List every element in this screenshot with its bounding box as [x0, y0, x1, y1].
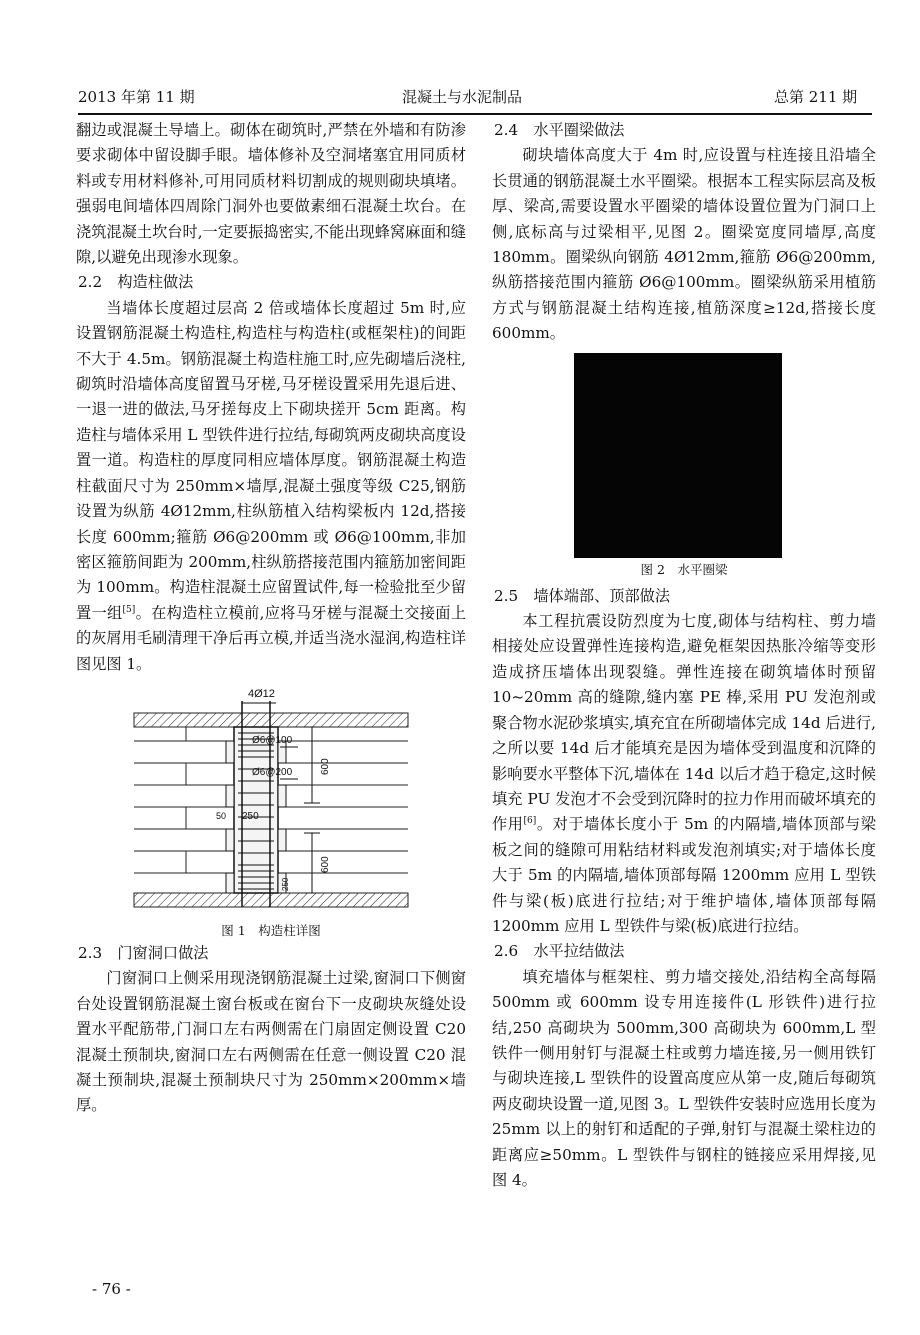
label-side-mark: 50: [216, 810, 227, 821]
header-rule: [78, 113, 872, 115]
label-dim-top: 600: [320, 758, 331, 775]
section-2-4-text: 砌块墙体高度大于 4m 时,应设置与柱连接且沿墙全长贯通的钢筋混凝土水平圈梁。根据本工程实际层高及板厚、梁高,需要设置水平圈梁的墙体设置位置为门洞口上侧,底标高与过梁相平,见图 2。圈梁宽度同墙厚,高度 180mm。圈梁纵向钢筋 4Ø12mm,箍筋 Ø6@200mm,纵筋搭接范围内箍筋 Ø6@100mm。圈梁纵筋采用植筋方式与钢筋混凝土结构连接,植筋深度≥12d,搭接长度 600mm。: [492, 146, 876, 343]
label-width: 250: [242, 810, 259, 822]
section-2-6-text: 填充墙体与框架柱、剪力墙交接处,沿结构全高每隔 500mm 或 600mm 设专用连接件(L 形铁件)进行拉结,250 高砌块为 500mm,300 高砌块为 600mm,L 型铁件一侧用射钉与混凝土柱或剪力墙连接,另一侧用铁钉与砌块连接,L 型铁件的设置高度应从第一皮,随后每砌筑两皮砌块设置一道,见图 3。L 型铁件安装时应选用长度为 25mm 以上的射钉和适配的子弹,射钉与混凝土梁柱边的距离应≥50mm。L 型铁件与钢柱的链接应采用焊接,见图 4。: [492, 967, 876, 1189]
label-dim-bottom: 600: [320, 856, 331, 873]
journal-issue: 2013 年第 11 期: [78, 88, 195, 106]
section-2-6-title: 2.6 水平拉结做法: [494, 942, 625, 961]
figure-2-caption: 图 2 水平圈梁: [640, 561, 728, 577]
top-slab: [134, 713, 408, 727]
left-column: [76, 118, 466, 1119]
section-2-3-text: 门窗洞口上侧采用现浇钢筋混凝土过梁,窗洞口下侧窗台处设置钢筋混凝土窗台板或在窗台下一皮砌块灰缝处设置水平配筋带,门洞口左右两侧需在门扇固定侧设置 C20 混凝土预制块,窗洞口左右两侧需在任意一侧设置 C20 混凝土预制块,混凝土预制块尺寸为 250mm×200mm×墙厚。: [76, 969, 466, 1115]
section-2-5-text-b: 。对于墙体长度小于 5m 的内隔墙,墙体顶部与梁板之间的缝隙可用粘结材料或发泡剂填实;对于墙体长度大于 5m 的内隔墙,墙体顶部每隔 1200mm 应用 L 型铁件与梁(板)底进行拉结;对于维护墙体,墙体顶部每隔 1200mm 应用 L 型铁件与梁(板)底进行拉结。: [492, 815, 876, 935]
label-stirrup-dense: Ø6@100: [252, 734, 293, 746]
section-2-3-title: 2.3 门窗洞口做法: [78, 943, 209, 962]
label-top-bar: 4Ø12: [248, 687, 275, 700]
right-column: [492, 118, 876, 1193]
intro-paragraph: 翻边或混凝土导墙上。砌体在砌筑时,严禁在外墙和有防渗要求砌体中留设脚手眼。墙体修补及空洞堵塞宜用同质材料或专用材料修补,可用同质材料切割成的规则砌块填堵。强弱电间墙体四周除门洞外也要做素细石混凝土坎台。在浇筑混凝土坎台时,一定要振捣密实,不能出现蜂窝麻面和缝隙,以避免出现渗水现象。: [76, 121, 466, 267]
construction-column: [234, 727, 278, 893]
section-2-2-text-a: 当墙体长度超过层高 2 倍或墙体长度超过 5m 时,应设置钢筋混凝土构造柱,构造柱与构造柱(或框架柱)的间距不大于 4.5m。钢筋混凝土构造柱施工时,应先砌墙后浇柱,砌筑时沿墙体高度留置马牙槎,马牙槎设置采用先退后进、一退一进的做法,马牙搓每皮上下砌块搓开 5cm 距离。构造柱与墙体采用 L 型铁件进行拉结,每砌筑两皮砌块高度设置一道。构造柱的厚度同相应墙体厚度。钢筋混凝土构造柱截面尺寸为 250mm×墙厚,混凝土强度等级 C25,钢筋设置为纵筋 4Ø12mm,柱纵筋植入结构梁板内 12d,搭接长度 600mm;箍筋 Ø6@200mm 或 Ø6@100mm,非加密区箍筋间距为 200mm,柱纵筋搭接范围内箍筋加密间距为 100mm。构造柱混凝土应留置试件,每一检验批至少留置一组: [76, 298, 466, 622]
figure-2-image: [574, 353, 782, 558]
section-2-4-title: 2.4 水平圈梁做法: [494, 121, 625, 139]
journal-total-issue: 总第 211 期: [774, 88, 858, 106]
section-2-2-text-b: 。在构造柱立模前,应将马牙槎与混凝土交接面上的灰屑用毛刷清理干净后再立模,并适当浇水湿润,构造柱详图见图 1。: [76, 603, 467, 673]
section-2-5-title: 2.5 墙体端部、顶部做法: [494, 586, 671, 605]
page-number: - 76 -: [92, 1280, 131, 1298]
reference-6: [6]: [523, 816, 537, 827]
reference-5: [5]: [122, 604, 136, 615]
section-2-5-text-a: 本工程抗震设防烈度为七度,砌体与结构柱、剪力墙相接处应设置弹性连接构造,避免框架因热胀冷缩等变形造成挤压墙体出现裂缝。弹性连接在砌筑墙体时预留 10~20mm 高的缝隙,缝内塞 PE 棒,采用 PU 发泡剂或聚合物水泥砂浆填实,填充宜在所砌墙体完成 14d 后进行,之所以要 14d 后才能填充是因为墙体受到温度和沉降的影响要水平整体下沉,墙体在 14d 以后才趋于稳定,这时候填充 PU 发泡才不会受到沉降时的拉力作用而破坏填充的作用: [492, 612, 876, 834]
figure-1-drawing: [76, 683, 466, 923]
label-bottom-mark: 250: [281, 877, 290, 891]
figure-1: [76, 683, 466, 941]
figure-1-caption: 图 1 构造柱详图: [221, 922, 321, 938]
section-2-5-text: [492, 609, 876, 939]
section-2-2-text: [76, 296, 466, 677]
section-2-2-title: 2.2 构造柱做法: [78, 273, 194, 292]
label-stirrup-normal: Ø6@200: [252, 766, 293, 778]
journal-title: 混凝土与水泥制品: [402, 88, 523, 106]
bottom-slab: [134, 893, 408, 907]
